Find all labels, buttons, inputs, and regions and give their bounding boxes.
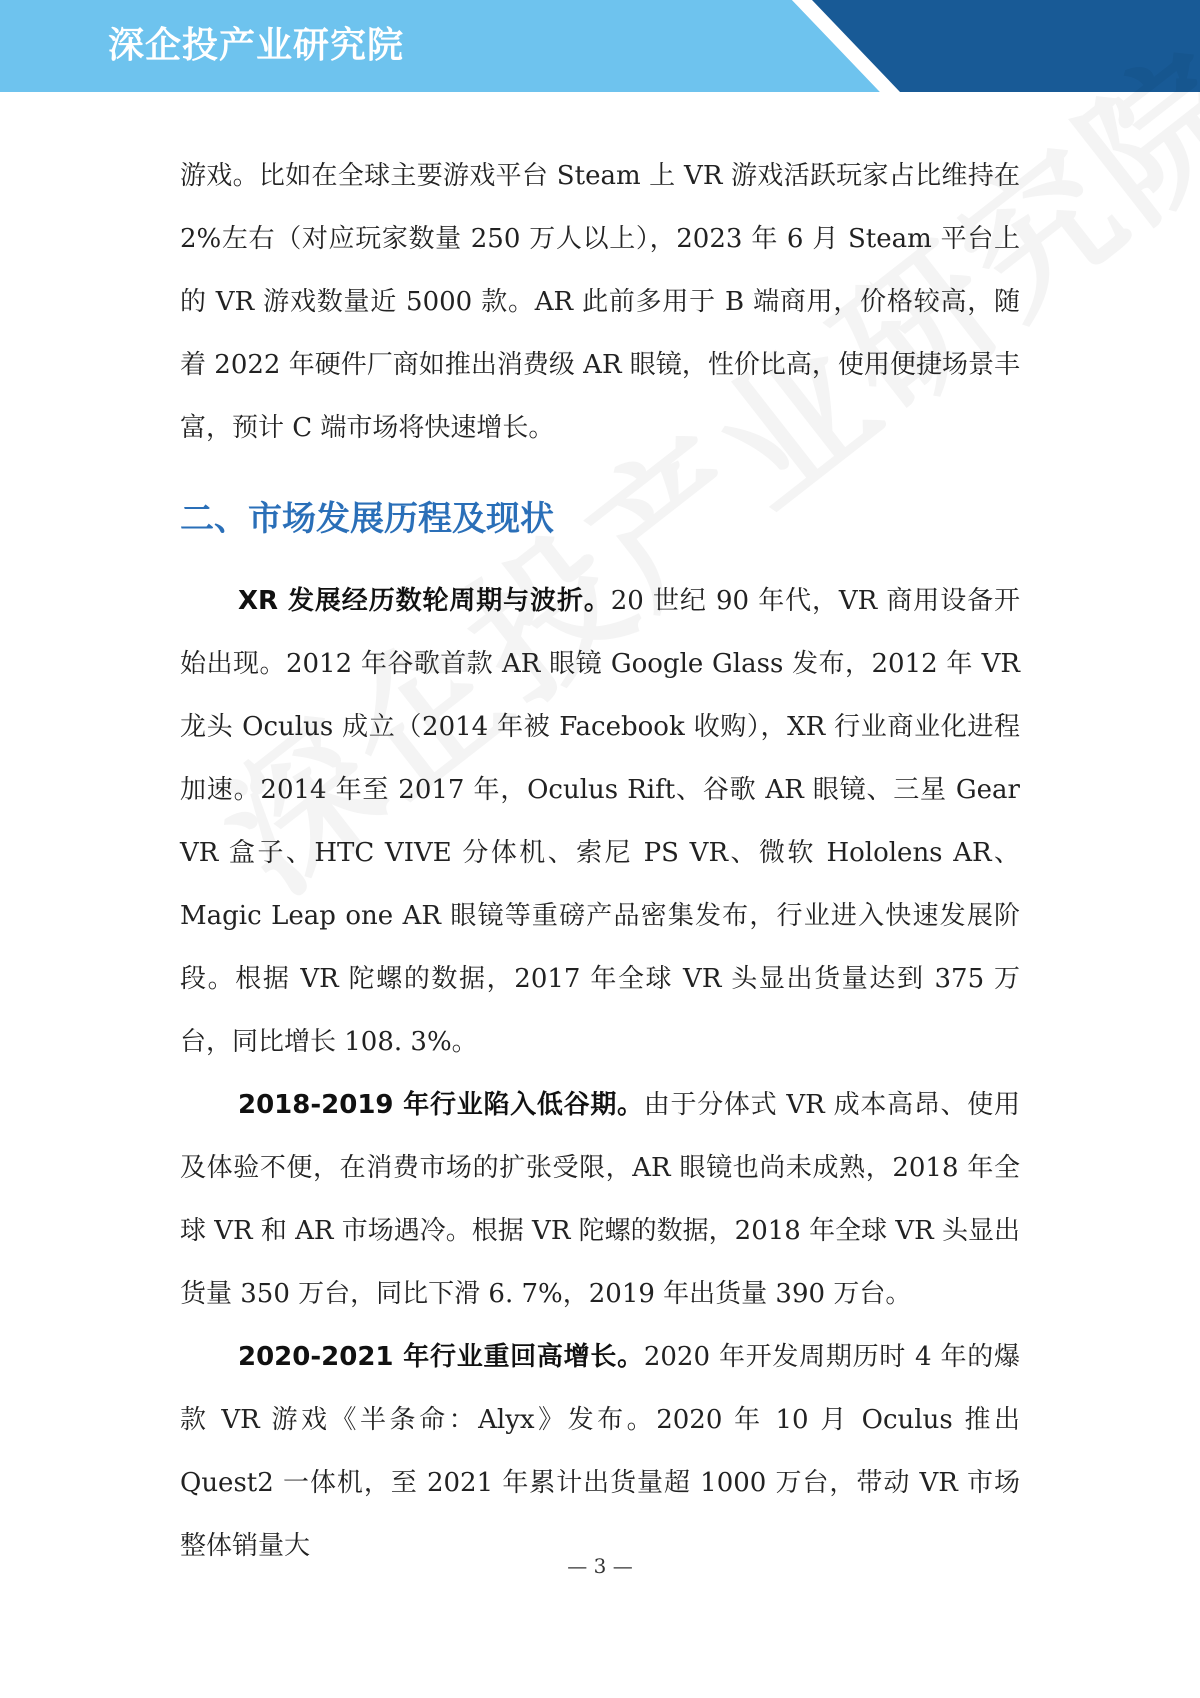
paragraph-text: 2020 年开发周期历时 4 年的爆款 VR 游戏《半条命：Alyx》发布。2020 年 10 月 Oculus 推出 Quest2 一体机，至 2021 年累计出货量超 1000 万台，带动 VR 市场整体销量大 — [180, 1342, 1020, 1561]
paragraph-2020-2021 — [180, 1326, 1020, 1578]
paragraph-text: 由于分体式 VR 成本高昂、使用及体验不便，在消费市场的扩张受限，AR 眼镜也尚未成熟，2018 年全球 VR 和 AR 市场遇冷。根据 VR 陀螺的数据，2018 年全球 VR 头显出货量 350 万台，同比下滑 6. 7%，2019 年出货量 390 万台。 — [180, 1090, 1020, 1309]
page-content — [180, 145, 1020, 1578]
paragraph-text: 20 世纪 90 年代，VR 商用设备开始出现。2012 年谷歌首款 AR 眼镜 Google Glass 发布，2012 年 VR 龙头 Oculus 成立（2014 年被 Facebook 收购），XR 行业商业化进程加速。2014 年至 2017 年，Oculus Rift、谷歌 AR 眼镜、三星 Gear VR 盒子、HTC VIVE 分体机、索尼 PS VR、微软 Hololens AR、Magic Leap one AR 眼镜等重磅产品密集发布，行业进入快速发展阶段。根据 VR 陀螺的数据，2017 年全球 VR 头显出货量达到 375 万台，同比增长 108. 3%。 — [180, 586, 1020, 1057]
header-band — [0, 0, 1200, 92]
section-heading: 二、市场发展历程及现状 — [180, 499, 554, 539]
paragraph-lead: XR 发展经历数轮周期与波折。 — [238, 586, 611, 616]
page-number: — 3 — — [567, 1554, 633, 1578]
header-title: 深企投产业研究院 — [108, 25, 405, 66]
paragraph-2018-2019 — [180, 1074, 1020, 1326]
paragraph-lead: 2020-2021 年行业重回高增长。 — [238, 1342, 644, 1372]
paragraph-xr-cycles — [180, 570, 1020, 1074]
intro-paragraph: 游戏。比如在全球主要游戏平台 Steam 上 VR 游戏活跃玩家占比维持在 2%左右（对应玩家数量 250 万人以上），2023 年 6 月 Steam 平台上的 VR 游戏数量近 5000 款。AR 此前多用于 B 端商用，价格较高，随 着 2022 年硬件厂商如推出消费级 AR 眼镜，性价比高，使用便捷场景丰富，预计 C 端市场将快速增长。 — [180, 161, 1020, 443]
paragraph-lead: 2018-2019 年行业陷入低谷期。 — [238, 1090, 644, 1120]
